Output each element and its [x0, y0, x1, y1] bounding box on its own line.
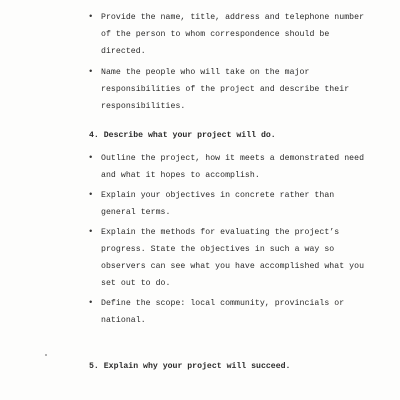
list-item — [88, 150, 393, 184]
text-line: national. — [101, 316, 146, 325]
text-line: Define the scope: local community, provincials or — [101, 299, 345, 308]
text-line: observers can see what you have accomplished what you — [101, 262, 365, 271]
text-line: general terms. — [101, 208, 171, 217]
section-heading: 4. Describe what your project will do. — [89, 131, 276, 140]
list-item — [88, 224, 393, 292]
text-line: Explain your objectives in concrete rather than — [101, 191, 335, 200]
bullet-icon: • — [88, 153, 94, 163]
text-line: Name the people who will take on the major — [101, 68, 310, 77]
text-line: directed. — [101, 47, 146, 56]
text-line: Outline the project, how it meets a demonstrated need — [101, 154, 365, 163]
list-item — [88, 64, 393, 115]
text-line: Provide the name, title, address and telephone number — [101, 13, 365, 22]
bullet-icon: • — [88, 227, 94, 237]
list-item — [88, 187, 393, 221]
text-line: Explain the methods for evaluating the project’s — [101, 228, 340, 237]
bullet-icon: • — [88, 190, 94, 200]
bullet-icon: • — [88, 298, 94, 308]
text-line: responsibilities of the project and describe their — [101, 85, 350, 94]
bullet-icon: • — [88, 12, 94, 22]
scan-speck — [45, 354, 47, 356]
bullet-icon: • — [88, 67, 94, 77]
text-line: set out to do. — [101, 279, 171, 288]
list-item — [88, 295, 393, 329]
text-line: of the person to whom correspondence should be — [101, 30, 330, 39]
text-line: responsibilities. — [101, 102, 186, 111]
section-heading: 5. Explain why your project will succeed. — [89, 362, 291, 371]
text-line: and what it hopes to accomplish. — [101, 171, 260, 180]
list-item — [88, 9, 393, 60]
text-line: progress. State the objectives in such a way so — [101, 245, 335, 254]
